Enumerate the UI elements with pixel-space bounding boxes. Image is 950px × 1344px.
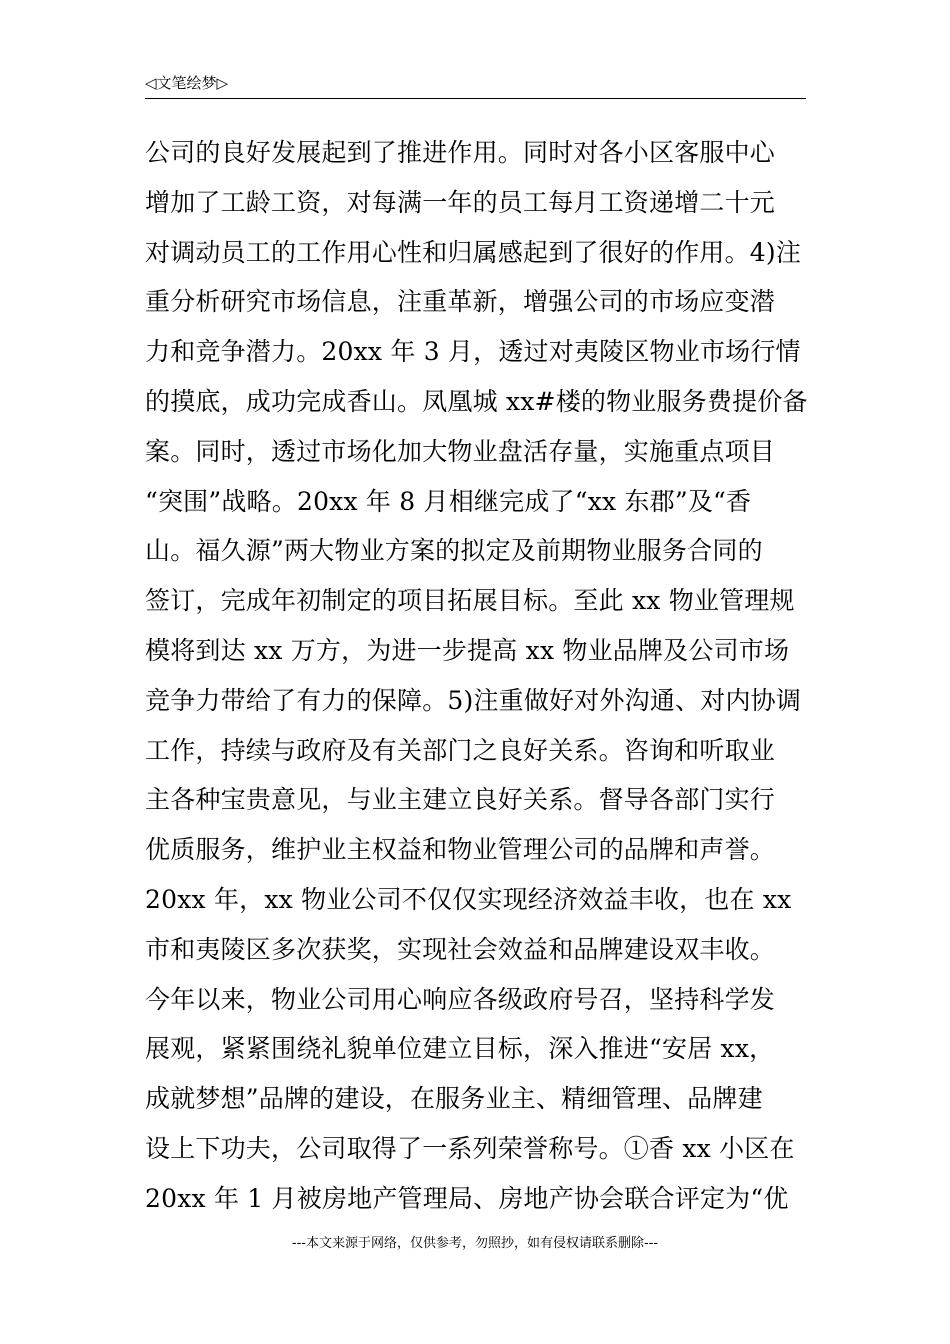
text-line: 工作，持续与政府及有关部门之良好关系。咨询和听取业 bbox=[145, 735, 776, 765]
text-line: 展观，紧紧围绕礼貌单位建立目标，深入推进“安居 xx， bbox=[145, 1034, 775, 1064]
text-line: 今年以来，物业公司用心响应各级政府号召，坚持科学发 bbox=[145, 984, 776, 1014]
text-line: 增加了工龄工资，对每满一年的员工每月工资递增二十元 bbox=[145, 187, 776, 217]
text-line: 力和竞争潜力。20xx 年 3 月，透过对夷陵区物业市场行情 bbox=[145, 337, 801, 367]
page-header bbox=[145, 72, 806, 99]
text-line: 山。福久源”两大物业方案的拟定及前期物业服务合同的 bbox=[145, 536, 763, 566]
text-line: 20xx 年 1 月被房地产管理局、房地产协会联合评定为“优 bbox=[145, 1183, 789, 1213]
footer-notice: ---本文来源于网络，仅供参考，勿照抄，如有侵权请联系删除--- bbox=[291, 1236, 659, 1251]
text-line: 公司的良好发展起到了推进作用。同时对各小区客服中心 bbox=[145, 138, 776, 167]
text-line: 市和夷陵区多次获奖，实现社会效益和品牌建设双丰收。 bbox=[145, 934, 776, 964]
text-line: “突围”战略。20xx 年 8 月相继完成了“xx 东郡”及“香 bbox=[145, 486, 752, 516]
text-line: 模将到达 xx 万方，为进一步提高 xx 物业品牌及公司市场 bbox=[145, 635, 790, 665]
text-line: 重分析研究市场信息，注重革新，增强公司的市场应变潜 bbox=[145, 287, 776, 317]
text-line: 对调动员工的工作用心性和归属感起到了很好的作用。4)注 bbox=[145, 237, 802, 267]
header-label: ◁文笔绘梦▷ bbox=[145, 74, 229, 92]
text-line: 主各种宝贵意见，与业主建立良好关系。督导各部门实行 bbox=[145, 785, 776, 815]
text-line: 优质服务，维护业主权益和物业管理公司的品牌和声誉。 bbox=[145, 835, 776, 865]
document-body bbox=[145, 128, 815, 1224]
text-line: 成就梦想”品牌的建设，在服务业主、精细管理、品牌建 bbox=[145, 1084, 763, 1114]
text-line: 案。同时，透过市场化加大物业盘活存量，实施重点项目 bbox=[145, 436, 776, 466]
text-line: 设上下功夫，公司取得了一系列荣誉称号。①香 xx 小区在 bbox=[145, 1133, 795, 1163]
text-line: 20xx 年，xx 物业公司不仅仅实现经济效益丰收，也在 xx bbox=[145, 884, 792, 914]
text-line: 竞争力带给了有力的保障。5)注重做好对外沟通、对内协调 bbox=[145, 685, 802, 715]
text-line: 签订，完成年初制定的项目拓展目标。至此 xx 物业管理规 bbox=[145, 586, 795, 616]
text-line: 的摸底，成功完成香山。凤凰城 xx#楼的物业服务费提价备 bbox=[145, 386, 808, 416]
